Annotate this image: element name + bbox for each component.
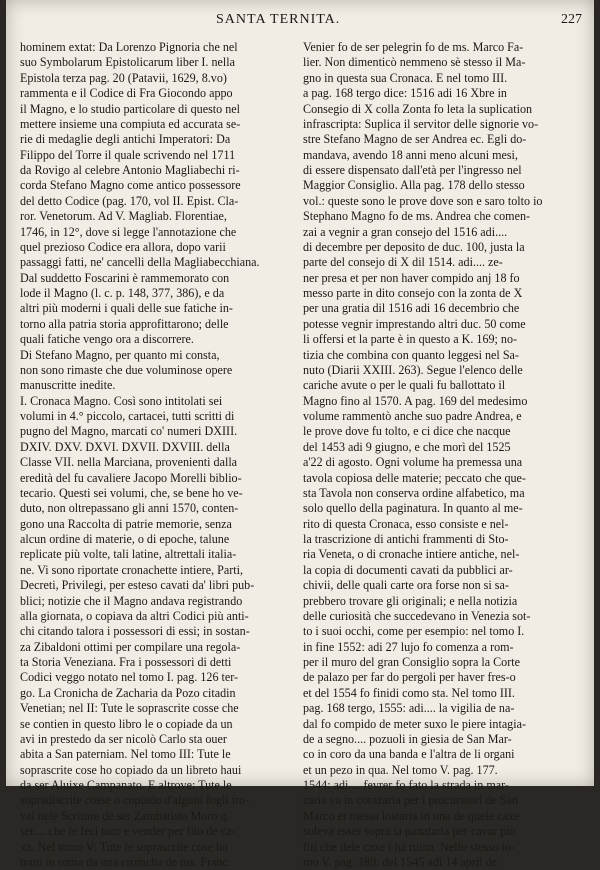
text-line: in fine 1552: adi 27 lujo fo comenza a rom-: [303, 639, 514, 654]
text-line: mo V. pag. 189: del 1545 adi 14 april de: [303, 854, 498, 869]
text-line: sopradiscrite cosse o copiado d'alguni fogli tro-: [20, 793, 250, 808]
text-line: passaggi fatti, ne' cancelli della Magliabecchiana.: [20, 255, 260, 270]
text-line: Venetian; nel II: Tute le soprascrite cosse che: [20, 701, 239, 716]
text-line: cariche avute o per le quali fu ballottato il: [303, 378, 506, 393]
text-line: abita a San paterniam. Nel tomo III: Tute le: [20, 747, 231, 762]
text-line: co in coro da una banda e l'altra de li organi: [303, 747, 515, 762]
text-line: sta Tavola non conserva ordine alfabetico, ma: [303, 485, 525, 500]
text-line: se contien in questo libro le o copiade da un: [20, 716, 233, 731]
text-line: ria Veneta, o di cronache intiere antiche, nel-: [303, 547, 520, 562]
text-line: tavola copiosa delle materie; peccato che que-: [303, 470, 526, 485]
text-line: potesse vegnir imprestando altri duc. 50 come: [303, 316, 526, 331]
text-line: Magno fino al 1570. A pag. 169 del medesimo: [303, 393, 528, 408]
text-line: per una gratia dil 1516 adi 16 decembrio che: [303, 301, 520, 316]
text-line: ner presa et per non haver compido anj 18 fo: [303, 270, 520, 285]
text-line: del 1453 adi 9 giugno, e che morì del 1525: [303, 439, 511, 454]
text-line: per il muro del gran Consiglio sopra la Corte: [303, 655, 520, 669]
running-title: SANTA TERNITA.: [216, 12, 341, 27]
text-line: delle curiosità che succedevano in Venezia sot-: [303, 608, 531, 623]
text-line: le prove dove fu tolto, e ci dice che nacque: [303, 424, 511, 439]
text-line: Marco et messa lostaria in una de quele caxe: [303, 808, 520, 823]
text-line: eredità del fu cavaliere Jacopo Morelli biblio-: [20, 470, 242, 485]
text-line: go. La Cronicha de Zacharia da Pozo citadin: [20, 685, 236, 700]
text-line: volume rammentò anche suo padre Andrea, e: [303, 409, 522, 423]
text-line: il Magno, e lo studio particolare di questo nel: [20, 101, 240, 116]
left-text-column: [20, 40, 292, 870]
text-line: da ser Aluixe Campanato. E altrove: Tute le: [20, 778, 232, 792]
text-line: Decreti, Privilegi, per esteso cavati da' libri pub-: [20, 578, 255, 593]
text-line: rammenta e il Codice di Fra Giocondo appo: [20, 86, 233, 101]
text-line: chivii, delle quali carte ora forse non si sa-: [303, 578, 509, 593]
text-line: da Rovigo al celebre Antonio Magliabechi ri-: [20, 163, 240, 177]
text-line: DXIV. DXV. DXVI. DXVII. DXVIII. della: [20, 439, 230, 454]
text-line: del detto Codice (pag. 170, vol II. Epist. Cla-: [20, 193, 239, 208]
text-line: pag. 168 tergo, 1555: adi.... la vigilia de na-: [303, 701, 515, 716]
text-line: di decembre per deposito de duc. 100, justa la: [303, 239, 525, 254]
text-line: trato in suma da una cronicha de ms. Franc.: [20, 854, 231, 869]
text-line: mettere insieme una compiuta ed accurata se-: [20, 116, 241, 131]
text-line: quali fatiche vengo ora a discorrere.: [20, 332, 194, 347]
text-line: I. Cronaca Magno. Così sono intitolati sei: [20, 393, 223, 408]
text-line: parte del consejo di X dil 1514. adi.... ze-: [303, 255, 503, 270]
text-line: soprascrite cose ho copiado da un libreto haui: [20, 762, 242, 777]
text-line: soleva esser sopra la panataria per cavar più: [303, 824, 516, 839]
text-line: hominem extat: Da Lorenzo Pignoria che nel: [20, 40, 238, 54]
text-line: nuto (Diarii XXIII. 263). Segue l'elenco delle: [303, 362, 523, 377]
text-line: Di Stefano Magno, per quanto mi consta,: [20, 347, 220, 362]
text-line: avi in prestedo da ser nicolò Carlo sta ouer: [20, 731, 227, 746]
text-line: et del 1554 fo finidi como sta. Nel tomo III.: [303, 685, 515, 700]
text-line: vol.: queste sono le prove dove son e saro tolto io: [303, 193, 543, 208]
text-line: gono una Raccolta di patrie memorie, senza: [20, 516, 232, 531]
text-line: zai a vegnir a gran consejo del 1516 adi....: [303, 224, 508, 239]
text-line: dal fo compido de meter suxo le piere intagia-: [303, 716, 526, 731]
page-header: [6, 8, 594, 30]
text-line: vai nele Scriture de ser Zambatista Moro q.: [20, 808, 230, 823]
text-line: stre Stefano Magno de ser Andrea ec. Egli do-: [303, 132, 527, 147]
right-text-column: [303, 40, 575, 870]
text-line: Consegio di X colla Zonta fo leta la suplication: [303, 101, 533, 116]
text-line: alla giornata, o copiava da altri Codici più anti-: [20, 608, 249, 623]
text-line: torno alla patria storia approfittarono; delle: [20, 316, 229, 331]
text-line: rie di medaglie degli antichi Imperatori: Da: [20, 132, 231, 147]
text-line: za Zibaldoni ottimi per compilare una regola-: [20, 639, 241, 654]
text-line: volumi in 4.° piccolo, cartacei, tutti scritti di: [20, 409, 235, 423]
text-line: suo Symbolarum Epistolicarum liber I. nella: [20, 55, 235, 70]
text-line: replicate più volte, tali latine, altrettali italia-: [20, 547, 237, 562]
text-line: de a segno.... pozuoli in giesia de San Mar-: [303, 731, 512, 746]
text-line: Epistola terza pag. 20 (Patavii, 1629, 8.vo): [20, 70, 227, 85]
text-line: non sono rimaste che due voluminose opere: [20, 362, 233, 377]
text-line: chi citando talora i possessori di essi; in sostan-: [20, 624, 250, 639]
text-line: blici; notizie che il Magno andava registrando: [20, 593, 243, 608]
text-line: to i suoi occhi, come per esempio: nel tomo I.: [303, 624, 525, 639]
page-number: 227: [561, 12, 582, 27]
text-line: prebbero trovare gli originali; e nella notizia: [303, 593, 518, 608]
text-line: Codici veggo notato nel tomo I. pag. 126 ter-: [20, 670, 239, 685]
text-line: lode il Magno (l. c. p. 148, 377, 386), e da: [20, 286, 225, 300]
text-line: ta Storia Veneziana. Fra i possessori di detti: [20, 655, 232, 669]
text-line: la trascrizione di antichi frammenti di Sto-: [303, 532, 509, 546]
text-line: altri più moderni i quali delle sue fatiche in-: [20, 301, 233, 316]
text-line: Venier fo de ser pelegrin fo de ms. Marco Fa-: [303, 40, 524, 54]
text-line: manuscritte inedite.: [20, 378, 116, 393]
text-line: mandava, avendo 18 anni meno alcuni mesi,: [303, 147, 518, 162]
text-line: alcun ordine di materie, o di epoche, talune: [20, 532, 230, 546]
text-line: rito di questa Cronaca, esso consiste e nel-: [303, 516, 509, 531]
text-line: a'22 di agosto. Ogni volume ha premessa una: [303, 455, 523, 470]
text-line: infrascripta: Suplica il servitor delle signorie vo-: [303, 116, 539, 131]
text-line: ne. Vi sono riportate cronachette intiere, Parti,: [20, 562, 244, 577]
text-line: tizia che combina con quanto leggesi nel Sa-: [303, 347, 519, 362]
text-line: Dal suddetto Foscarini è rammemorato con: [20, 270, 230, 285]
text-line: ser.... che le feci tuor e vender per fito de ca-: [20, 824, 236, 839]
text-line: gno in questa sua Cronaca. E nel tomo III.: [303, 70, 508, 85]
text-line: zaria va in corazaria per i procuratori de San: [303, 793, 518, 808]
text-line: a pag. 168 tergo dice: 1516 adi 16 Xbre in: [303, 86, 507, 101]
text-line: ror. Venetorum. Ad V. Magliab. Florentiae,: [20, 209, 227, 224]
text-line: di essere dispensato dall'età per l'ingresso nel: [303, 163, 522, 177]
text-line: corda Stefano Magno come antico possessore: [20, 178, 241, 193]
book-page: [6, 0, 594, 869]
text-line: solo quello della paginatura. In quanto al me-: [303, 501, 523, 516]
text-line: fiti che dele caxe i ha ruina. Nello stesso to-: [303, 839, 516, 854]
text-line: messo parte in dito consejo con la zonta de X: [303, 286, 523, 300]
text-line: pugno del Magno, marcati co' numeri DXIII.: [20, 424, 238, 439]
text-line: Stephano Magno fo de ms. Andrea che comen-: [303, 209, 531, 224]
text-line: la copia di documenti cavati da pubblici ar-: [303, 562, 513, 577]
text-line: Maggior Consiglio. Alla pag. 178 dello stesso: [303, 178, 525, 193]
text-line: Filippo del Torre il quale scrivendo nel 1711: [20, 147, 236, 162]
text-line: li offersi et la parte è in questo a K. 169; no-: [303, 332, 518, 347]
text-line: lier. Non dimenticò nemmeno sè stesso il Ma-: [303, 55, 526, 70]
text-line: de palazo per far do pergoli per haver fres-o: [303, 670, 516, 685]
text-line: 1746, in 12°, dove si legge l'annotazione che: [20, 224, 237, 239]
text-line: 1544: adi.... fevrer fo fato la strada in mar-: [303, 778, 509, 792]
text-line: Classe VII. nella Marciana, provenienti dalla: [20, 455, 238, 470]
text-line: tecario. Questi sei volumi, che, se bene ho ve-: [20, 485, 243, 500]
text-line: xa. Nel tomo V: Tute le soprascrite cose ho: [20, 839, 229, 854]
text-line: duto, non oltrepassano gli anni 1570, conten-: [20, 501, 239, 516]
text-line: quel prezioso Codice era allora, dopo varii: [20, 239, 226, 254]
text-line: et un pezo in qua. Nel tomo V. pag. 177.: [303, 762, 498, 777]
